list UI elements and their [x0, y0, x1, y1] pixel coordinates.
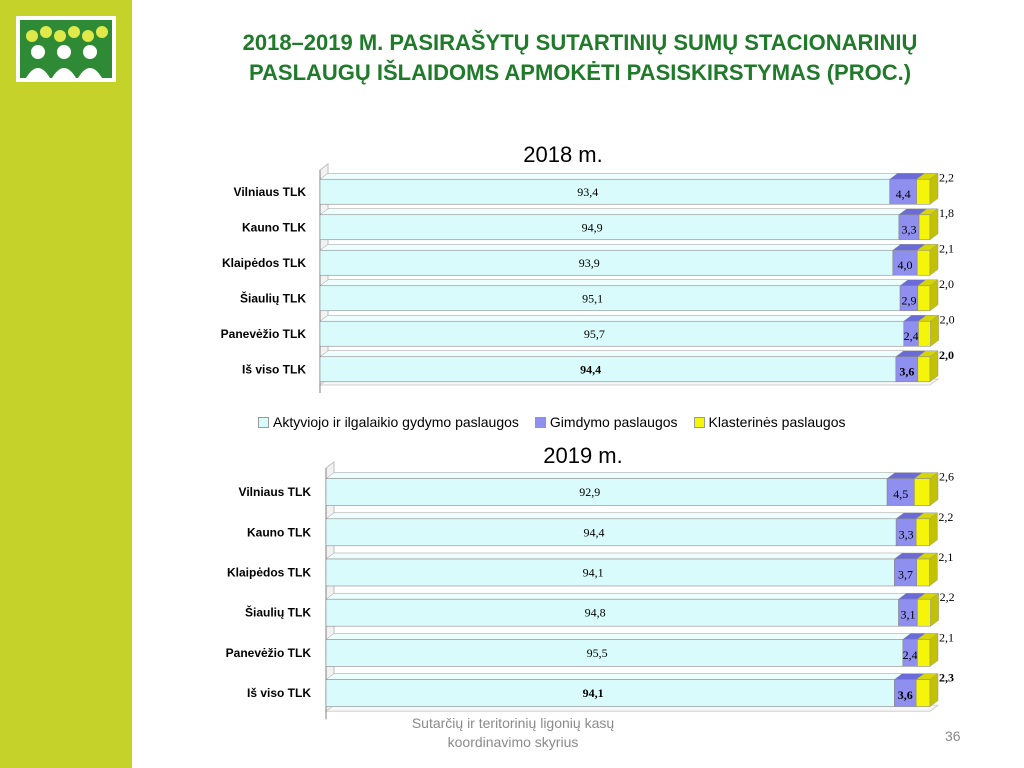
legend-swatch-s1 — [258, 417, 269, 428]
chart-2018-bar-top-s1 — [320, 280, 908, 286]
chart-2019-bar-top-s1 — [326, 633, 911, 639]
chart-2018-data-label-s2: 3,3 — [901, 222, 917, 237]
chart-2018-category-label: Šiaulių TLK — [240, 291, 306, 306]
chart-2018-bar-s3 — [918, 357, 930, 382]
chart-2019-data-label-s3: 2,1 — [938, 550, 954, 564]
chart-2018-bar-s1 — [320, 179, 890, 204]
chart-2019-data-label-s3: 2,2 — [939, 590, 955, 605]
chart-2019-data-label-s1: 95,5 — [586, 645, 608, 660]
chart-2018-data-label-s2: 2,9 — [901, 293, 917, 308]
chart-2019-data-label-s1: 94,8 — [584, 605, 606, 620]
chart-2019-data-label-s1: 92,9 — [579, 485, 601, 500]
chart-2018-data-label-s1: 94,9 — [581, 220, 603, 235]
chart-2019-data-label-s3: 2,3 — [939, 670, 954, 685]
chart-2019-bar-s3 — [917, 559, 930, 586]
chart-2019-bar-s1 — [326, 479, 887, 506]
chart-2019-bar-side — [930, 473, 938, 506]
chart-2018-data-label-s2: 4,4 — [895, 186, 911, 201]
chart-2019-bar-s3 — [917, 599, 930, 626]
chart-legend — [258, 414, 846, 430]
chart-2019-data-label-s1: 94,1 — [582, 565, 604, 580]
chart-2018-data-label-s3: 2,0 — [939, 312, 955, 327]
chart-2018-bar-s1 — [320, 250, 893, 275]
chart-2018-data-label-s2: 2,4 — [903, 328, 919, 343]
chart-2019-category-label: Kauno TLK — [247, 525, 311, 540]
chart-2018-category-label: Vilniaus TLK — [233, 184, 306, 199]
footer-line2: koordinavimo skyrius — [447, 734, 579, 750]
chart-2019-category-label: Šiaulių TLK — [245, 605, 311, 620]
chart-2019-bar-s1 — [326, 599, 899, 626]
chart-2019-bar-top-s1 — [326, 553, 902, 559]
legend-item-s3 — [694, 414, 846, 430]
chart-2019-data-label-s3: 2,2 — [938, 509, 954, 524]
chart-2019-data-label-s2: 3,7 — [898, 567, 914, 582]
chart-2019-bar-side — [929, 553, 937, 586]
chart-2018-data-label-s1: 94,4 — [580, 362, 602, 377]
chart-2019-data-label-s1: 94,4 — [583, 525, 605, 540]
chart-2019-bar-side — [931, 593, 939, 626]
chart-2018-category-label: Kauno TLK — [242, 220, 306, 235]
chart-2018-category-label: Klaipėdos TLK — [221, 255, 306, 270]
chart-2019-data-label-s2: 3,1 — [900, 607, 916, 622]
chart-2018-data-label-s3: 2,0 — [939, 276, 954, 291]
chart-2019-bar-side — [929, 513, 937, 546]
legend-label-s2: Gimdymo paslaugos — [549, 414, 678, 430]
chart-2018-bar-s3 — [918, 321, 930, 346]
chart-2019-data-label-s1: 94,1 — [582, 686, 604, 701]
chart-2018-bar-top-s1 — [320, 209, 907, 215]
chart-2018-data-label-s1: 93,9 — [578, 255, 600, 270]
chart-2019-title: 2019 m. — [543, 443, 623, 468]
chart-2019-bar-top-s1 — [326, 674, 902, 680]
chart-2019-data-label-s3: 2,6 — [939, 469, 954, 484]
chart-2019-category-label: Vilniaus TLK — [238, 485, 311, 500]
chart-2018-bar-s3 — [917, 250, 930, 275]
slide-title-line1: 2018–2019 M. PASIRAŠYTŲ SUTARTINIŲ SUMŲ STACIONARINIŲ — [242, 30, 918, 55]
legend-label-s3: Klasterinės paslaugos — [708, 414, 846, 430]
chart-2019-category-label: Panevėžio TLK — [225, 645, 311, 660]
chart-2018-data-label-s1: 95,1 — [582, 291, 604, 306]
chart-2019-bar-top-s1 — [326, 513, 904, 519]
chart-2018-bar-s3 — [918, 286, 930, 311]
chart-2019-bar-s3 — [916, 680, 930, 707]
chart-2018-bar-s1 — [320, 321, 904, 346]
chart-2018-data-label-s3: 2,0 — [939, 347, 954, 362]
chart-2019-category-label: Klaipėdos TLK — [226, 565, 311, 580]
chart-2018-data-label-s2: 3,6 — [899, 364, 915, 379]
chart-2018-title: 2018 m. — [523, 142, 603, 167]
chart-2019-data-label-s2: 3,6 — [897, 688, 913, 703]
chart-2018-bar-s3 — [917, 179, 930, 204]
chart-2019-bar-top-s1 — [326, 593, 907, 599]
legend-item-s1 — [258, 414, 519, 430]
slide-title-line2: PASLAUGŲ IŠLAIDOMS APMOKĖTI PASISKIRSTYMAS (PROC.) — [248, 60, 912, 85]
legend-label-s1: Aktyviojo ir ilgalaikio gydymo paslaugos — [273, 414, 519, 430]
legend-item-s2 — [535, 414, 678, 430]
chart-2018-data-label-s3: 2,2 — [939, 170, 954, 185]
chart-2018-bar-top-s1 — [320, 351, 904, 357]
chart-2019-bar-side — [930, 674, 938, 707]
page-number: 36 — [945, 728, 961, 744]
chart-2019-bar-s1 — [326, 639, 903, 666]
chart-2018-bar-top-s1 — [320, 244, 901, 250]
chart-2018-data-label-s3: 2,1 — [939, 241, 954, 256]
chart-2019-bar-s3 — [916, 519, 929, 546]
chart-2019-category-label: Iš viso TLK — [246, 686, 311, 701]
chart-2018-bar-s3 — [919, 215, 930, 240]
chart-2019-bar-s3 — [917, 639, 930, 666]
chart-2018-bar-top-s1 — [320, 173, 898, 179]
chart-2018-bar-s1 — [320, 357, 896, 382]
chart-2019-data-label-s2: 3,3 — [898, 527, 914, 542]
chart-2019-bar-top-s1 — [326, 473, 895, 479]
chart-2018-bar-s1 — [320, 286, 900, 311]
chart-2018-category-label: Iš viso TLK — [241, 362, 306, 377]
chart-2019-bar-s1 — [326, 559, 894, 586]
chart-2019-data-label-s3: 2,1 — [939, 630, 954, 645]
chart-2018-data-label-s3: 1,8 — [939, 205, 954, 220]
footer-line1: Sutarčių ir teritorinių ligonių kasų — [411, 715, 615, 731]
chart-2019-bar-side — [930, 633, 938, 666]
legend-swatch-s2 — [535, 417, 546, 428]
chart-2018-bar-s1 — [320, 215, 899, 240]
chart-2018-data-label-s1: 93,4 — [577, 184, 599, 199]
chart-2019-bar-s1 — [326, 680, 894, 707]
legend-swatch-s3 — [694, 417, 705, 428]
chart-2019-data-label-s2: 2,4 — [902, 647, 918, 662]
chart-2018-category-label: Panevėžio TLK — [220, 326, 306, 341]
chart-2018-bar-top-s1 — [320, 315, 912, 321]
chart-2019-bar-s3 — [914, 479, 930, 506]
footer-department — [388, 714, 638, 752]
chart-2018-data-label-s1: 95,7 — [583, 326, 605, 341]
chart-2019-bar-s1 — [326, 519, 896, 546]
chart-2019-data-label-s2: 4,5 — [893, 487, 909, 502]
chart-2018-data-label-s2: 4,0 — [897, 257, 913, 272]
